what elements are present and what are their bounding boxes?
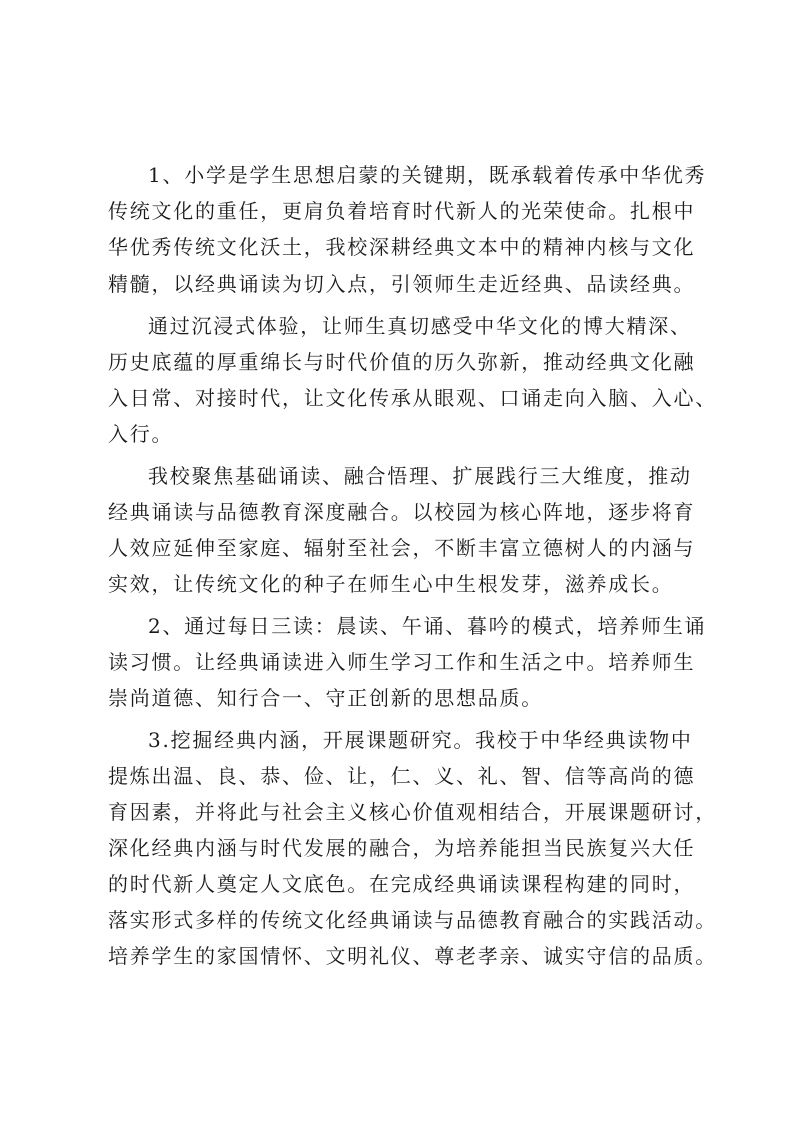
text-line: 通过沉浸式体验，让师生真切感受中华文化的博大精深、 xyxy=(148,314,692,338)
text-line: 历史底蕴的厚重绵长与时代价值的历久弥新，推动经典文化融 xyxy=(108,350,696,374)
text-line: 2、通过每日三读：晨读、午诵、暮吟的模式，培养师生诵 xyxy=(148,614,707,638)
text-line: 入日常、对接时代，让文化传承从眼观、口诵走向入脑、入心、 xyxy=(108,386,717,410)
text-line: 经典诵读与品德教育深度融合。以校园为核心阵地，逐步将育 xyxy=(108,500,696,524)
text-line: 落实形式多样的传统文化经典诵读与品德教育融合的实践活动。 xyxy=(108,908,717,932)
text-line: 培养学生的家国情怀、文明礼仪、尊老孝亲、诚实守信的品质。 xyxy=(108,944,717,968)
text-line: 人效应延伸至家庭、辐射至社会，不断丰富立德树人的内涵与 xyxy=(108,536,696,560)
text-line: 入行。 xyxy=(108,422,174,446)
text-line: 3.挖掘经典内涵，开展课题研究。我校于中华经典读物中 xyxy=(148,728,693,752)
text-line: 读习惯。让经典诵读进入师生学习工作和生活之中。培养师生 xyxy=(108,650,696,674)
text-line: 崇尚道德、知行合一、守正创新的思想品质。 xyxy=(108,686,543,710)
text-line: 精髓，以经典诵读为切入点，引领师生走近经典、品读经典。 xyxy=(108,272,696,296)
text-line: 华优秀传统文化沃土，我校深耕经典文本中的精神内核与文化 xyxy=(108,235,696,259)
text-line: 传统文化的重任，更肩负着培育时代新人的光荣使命。扎根中 xyxy=(108,199,696,223)
text-line: 我校聚焦基础诵读、融合悟理、扩展践行三大维度，推动 xyxy=(148,464,692,488)
text-line: 1、小学是学生思想启蒙的关键期，既承载着传承中华优秀 xyxy=(148,163,707,187)
text-line: 实效，让传统文化的种子在师生心中生根发芽，滋养成长。 xyxy=(108,572,674,596)
text-line: 提炼出温、良、恭、俭、让，仁、义、礼、智、信等高尚的德 xyxy=(108,764,696,788)
text-line: 育因素，并将此与社会主义核心价值观相结合，开展课题研讨， xyxy=(108,800,717,824)
text-line: 深化经典内涵与时代发展的融合，为培养能担当民族复兴大任 xyxy=(108,836,696,860)
text-line: 的时代新人奠定人文底色。在完成经典诵读课程构建的同时， xyxy=(108,872,696,896)
